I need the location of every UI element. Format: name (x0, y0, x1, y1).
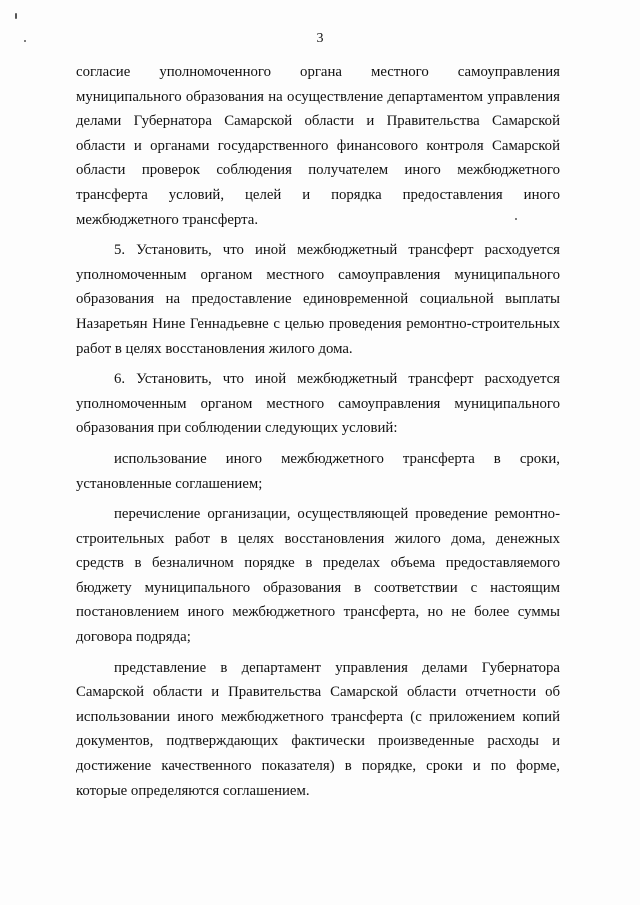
page-number: 3 (316, 31, 324, 46)
paragraph-condition-transfer: перечисление организации, осуществляющей проведение ремонтно-строительных работ в целях восстановления жилого дома, денежных средств в безналичном порядке в пределах объема предоставляемого бюджету муниципального образования в соответствии с настоящим постановлением иного межбюджетного трансферта, но не более суммы договора подряда; (76, 506, 560, 646)
paragraph-item-6: 6. Установить, что иной межбюджетный трансферт расходуется уполномоченным органом местного самоуправления муниципального образования при соблюдении следующих условий: (76, 371, 560, 437)
paragraph-item-5: 5. Установить, что иной межбюджетный трансферт расходуется уполномоченным органом местного самоуправления муниципального образования на предоставление единовременной социальной выплаты Назаретьян Нине Геннадьевне с целью проведения ремонтно-строительных работ в целях восстановления жилого дома. (76, 242, 560, 357)
document-body (76, 60, 560, 803)
paragraph-condition-usage: использование иного межбюджетного трансферта в сроки, установленные соглашением; (76, 450, 560, 492)
paragraph-condition-reporting: представление в департамент управления делами Губернатора Самарской области и Правительства Самарской области отчетности об использовании иного межбюджетного трансферта (с приложением копий документов, подтверждающих фактически произведенные расходы и достижение качественного показателя) в порядке, сроки и по форме, которые определяются соглашением. (76, 659, 560, 799)
scan-speck-1 (15, 13, 17, 19)
paragraph-consent-continuation: согласие уполномоченного органа местного самоуправления муниципального образования на осуществление департаментом управления делами Губернатора Самарской области и Правительства Самарской области и органами государственного финансового контроля Самарской области проверок соблюдения получателем иного межбюджетного трансферта условий, целей и порядка предоставления иного межбюджетного трансферта. (76, 64, 560, 228)
